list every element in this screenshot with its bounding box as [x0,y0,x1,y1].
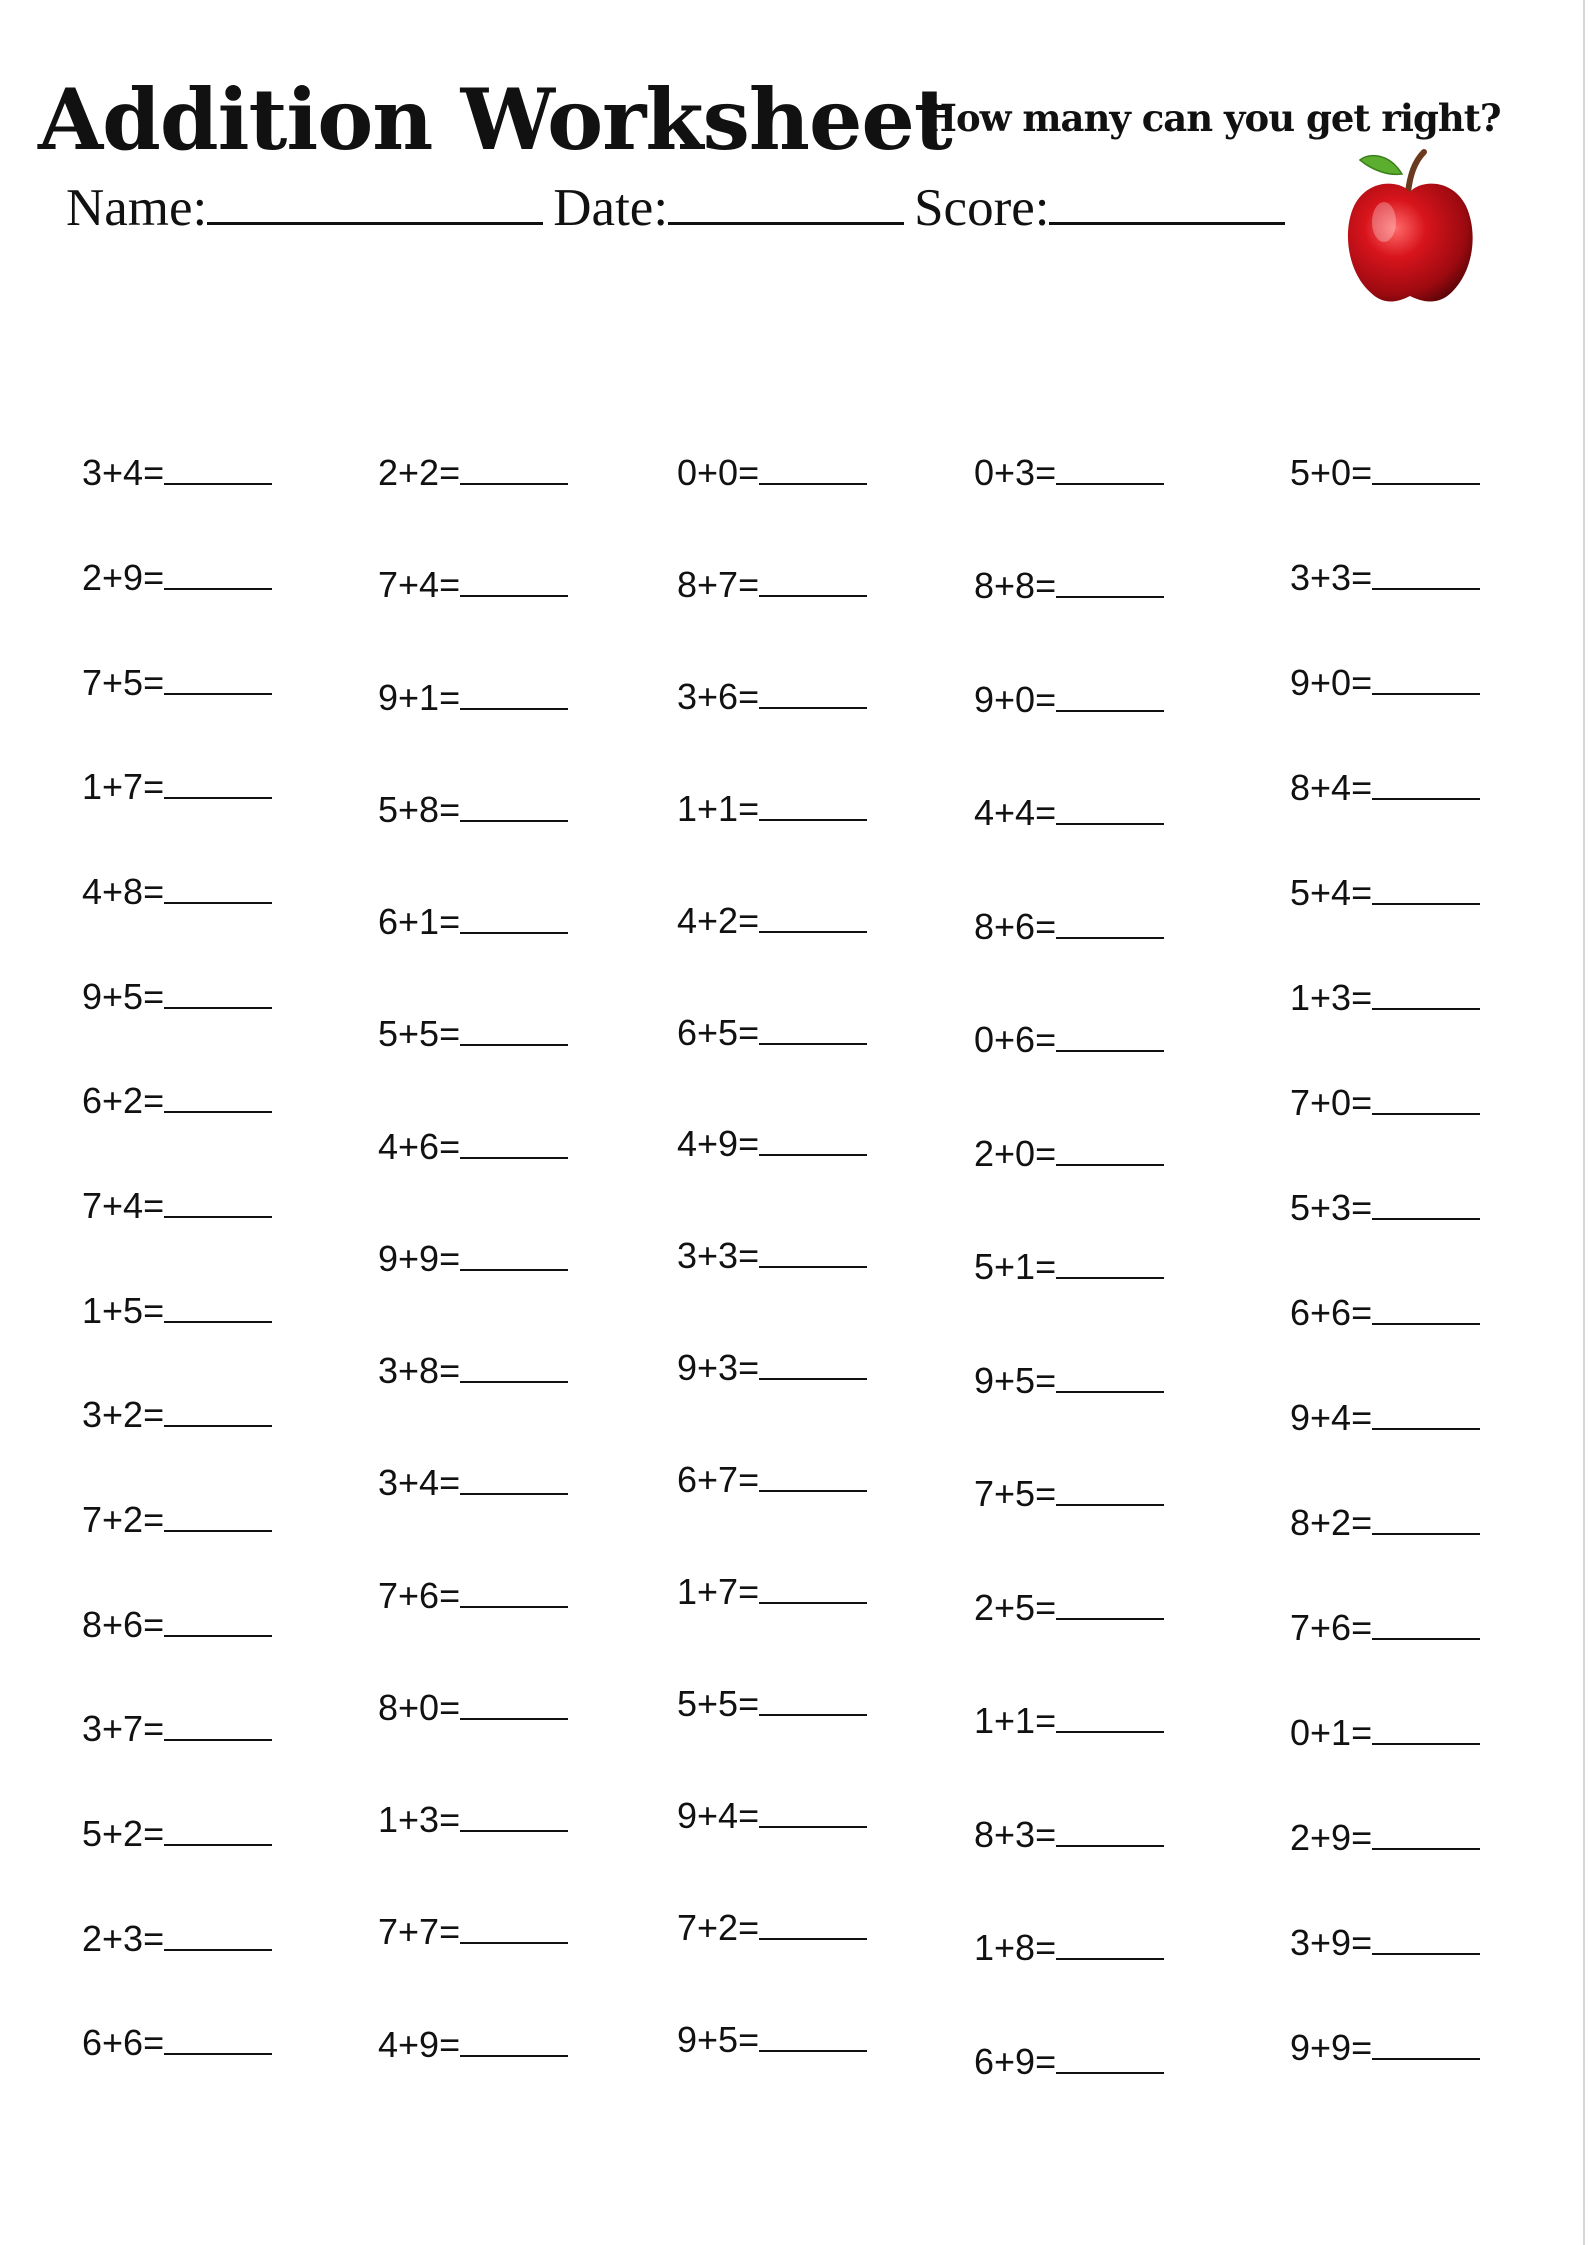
problem-text: 7+4= [82,1185,165,1226]
problem-text: 9+9= [1290,2027,1373,2068]
problem-item [82,1394,272,1436]
answer-blank[interactable] [1056,1701,1164,1733]
answer-blank[interactable] [759,565,867,597]
problem-text: 1+1= [974,1700,1057,1741]
problem-item [974,1246,1164,1288]
problem-item [82,1080,272,1122]
problem-item [677,452,867,494]
problem-item [378,1462,568,1504]
problem-text: 3+3= [1290,557,1373,598]
answer-blank[interactable] [1372,1188,1480,1220]
problem-item [677,1347,867,1389]
problem-item [378,1799,568,1841]
answer-blank[interactable] [1056,453,1164,485]
problem-item [1290,452,1480,494]
answer-blank[interactable] [1372,1818,1480,1850]
problem-item [1290,1712,1480,1754]
problem-item [378,789,568,831]
problem-item [974,1360,1164,1402]
problem-item [82,1813,272,1855]
problem-text: 5+1= [974,1246,1057,1287]
answer-blank[interactable] [759,1796,867,1828]
problem-column-1 [82,0,302,2245]
answer-blank[interactable] [759,453,867,485]
problem-item [378,1013,568,1055]
problem-text: 8+2= [1290,1502,1373,1543]
problem-item [974,1927,1164,1969]
problem-text: 1+8= [974,1927,1057,1968]
problem-text: 7+5= [82,662,165,703]
answer-blank[interactable] [1372,1293,1480,1325]
tagline: How many can you get right? [922,96,1501,140]
problem-item [1290,1922,1480,1964]
problem-text: 6+2= [82,1080,165,1121]
problem-item [378,901,568,943]
problem-text: 1+3= [378,1799,461,1840]
answer-blank[interactable] [1056,1815,1164,1847]
problem-item [974,1133,1164,1175]
answer-blank[interactable] [460,1014,568,1046]
answer-blank[interactable] [1372,1503,1480,1535]
problem-column-5 [1290,0,1510,2245]
problem-item [378,677,568,719]
problem-text: 1+3= [1290,977,1373,1018]
problem-text: 7+4= [378,564,461,605]
answer-blank[interactable] [460,1912,568,1944]
problem-column-2 [378,0,598,2245]
answer-blank[interactable] [1372,2028,1480,2060]
problem-item [82,1604,272,1646]
problem-item [1290,662,1480,704]
answer-blank[interactable] [759,1013,867,1045]
problem-text: 3+9= [1290,1922,1373,1963]
problem-text: 8+0= [378,1687,461,1728]
problem-item [82,2022,272,2064]
answer-blank[interactable] [1372,873,1480,905]
problem-text: 1+5= [82,1290,165,1331]
problem-text: 3+7= [82,1708,165,1749]
problem-text: 3+6= [677,676,760,717]
date-label: Date: [553,179,669,237]
problem-text: 6+6= [1290,1292,1373,1333]
answer-blank[interactable] [759,1124,867,1156]
answer-blank[interactable] [460,1688,568,1720]
problem-text: 8+6= [974,906,1057,947]
answer-blank[interactable] [1372,1713,1480,1745]
problem-item [677,2019,867,2061]
problem-column-3 [677,0,897,2245]
answer-blank[interactable] [1056,1588,1164,1620]
answer-blank[interactable] [759,1348,867,1380]
problem-item [378,2024,568,2066]
problem-item [82,557,272,599]
problem-item [974,792,1164,834]
problem-text: 4+8= [82,871,165,912]
problem-text: 0+0= [677,452,760,493]
problem-text: 1+1= [677,788,760,829]
answer-blank[interactable] [164,1291,272,1323]
answer-blank[interactable] [1056,793,1164,825]
problem-item [82,1918,272,1960]
problem-item [378,564,568,606]
problem-text: 0+6= [974,1019,1057,1060]
answer-blank[interactable] [1372,768,1480,800]
problem-text: 4+9= [677,1123,760,1164]
problem-item [677,900,867,942]
problem-item [974,452,1164,494]
problem-text: 7+6= [378,1575,461,1616]
problem-item [1290,1292,1480,1334]
answer-blank[interactable] [460,565,568,597]
problem-item [677,564,867,606]
problem-item [1290,977,1480,1019]
answer-blank[interactable] [460,790,568,822]
answer-blank[interactable] [759,1908,867,1940]
answer-blank[interactable] [1372,978,1480,1010]
answer-blank[interactable] [1056,566,1164,598]
answer-blank[interactable] [1372,558,1480,590]
problem-text: 8+7= [677,564,760,605]
problem-text: 1+7= [82,766,165,807]
problem-item [82,766,272,808]
answer-blank[interactable] [759,677,867,709]
page-edge [1583,0,1585,2245]
problem-text: 9+4= [677,1795,760,1836]
answer-blank[interactable] [460,1127,568,1159]
problem-text: 0+1= [1290,1712,1373,1753]
problem-item [677,1683,867,1725]
problem-item [974,565,1164,607]
problem-text: 9+3= [677,1347,760,1388]
problem-item [677,1459,867,1501]
answer-blank[interactable] [164,453,272,485]
problem-item [677,1012,867,1054]
problem-item [378,1126,568,1168]
problem-item [1290,2027,1480,2069]
problem-item [677,1123,867,1165]
score-label: Score: [914,179,1050,237]
answer-blank[interactable] [460,1463,568,1495]
problem-item [82,452,272,494]
answer-blank[interactable] [759,1684,867,1716]
problem-text: 6+5= [677,1012,760,1053]
answer-blank[interactable] [1056,1134,1164,1166]
problem-item [974,1587,1164,1629]
answer-blank[interactable] [759,1460,867,1492]
problem-text: 0+3= [974,452,1057,493]
answer-blank[interactable] [164,1500,272,1532]
problem-text: 3+4= [82,452,165,493]
problem-item [974,679,1164,721]
problem-item [974,1473,1164,1515]
problem-item [1290,1607,1480,1649]
answer-blank[interactable] [164,872,272,904]
problem-text: 3+8= [378,1350,461,1391]
problem-item [82,1185,272,1227]
problem-item [1290,767,1480,809]
answer-blank[interactable] [759,901,867,933]
problem-item [82,1290,272,1332]
name-label: Name: [66,179,208,237]
problem-item [1290,1082,1480,1124]
problem-text: 9+0= [1290,662,1373,703]
page-title: Addition Worksheet [38,70,952,169]
problem-text: 6+6= [82,2022,165,2063]
problem-text: 2+0= [974,1133,1057,1174]
answer-blank[interactable] [460,1800,568,1832]
problem-item [1290,1397,1480,1439]
problem-text: 7+6= [1290,1607,1373,1648]
problem-item [677,1235,867,1277]
answer-blank[interactable] [164,767,272,799]
problem-item [378,1911,568,1953]
problem-item [378,1238,568,1280]
problem-text: 8+3= [974,1814,1057,1855]
answer-blank[interactable] [164,1919,272,1951]
problem-item [1290,1187,1480,1229]
answer-blank[interactable] [164,558,272,590]
problem-item [974,1814,1164,1856]
problem-text: 2+9= [1290,1817,1373,1858]
problem-item [677,1795,867,1837]
problem-text: 1+7= [677,1571,760,1612]
problem-text: 9+5= [677,2019,760,2060]
answer-blank[interactable] [1372,1083,1480,1115]
answer-blank[interactable] [164,977,272,1009]
problem-text: 2+3= [82,1918,165,1959]
answer-blank[interactable] [164,663,272,695]
problem-item [974,2041,1164,2083]
problem-text: 5+5= [378,1013,461,1054]
answer-blank[interactable] [1056,1361,1164,1393]
problem-text: 5+4= [1290,872,1373,913]
answer-blank[interactable] [759,789,867,821]
problem-text: 3+4= [378,1462,461,1503]
answer-blank[interactable] [1372,1608,1480,1640]
answer-blank[interactable] [759,1572,867,1604]
problem-text: 9+1= [378,677,461,718]
problem-text: 5+2= [82,1813,165,1854]
answer-blank[interactable] [759,2020,867,2052]
problem-item [82,976,272,1018]
answer-blank[interactable] [1056,2042,1164,2074]
problem-text: 4+4= [974,792,1057,833]
answer-blank[interactable] [164,1814,272,1846]
answer-blank[interactable] [1056,1247,1164,1279]
answer-blank[interactable] [460,1576,568,1608]
problem-text: 4+2= [677,900,760,941]
answer-blank[interactable] [164,1395,272,1427]
problem-item [82,662,272,704]
answer-blank[interactable] [460,678,568,710]
problem-text: 7+5= [974,1473,1057,1514]
answer-blank[interactable] [1056,907,1164,939]
problem-text: 7+7= [378,1911,461,1952]
problem-text: 9+9= [378,1238,461,1279]
answer-blank[interactable] [1056,1020,1164,1052]
problem-text: 4+6= [378,1126,461,1167]
problem-text: 5+0= [1290,452,1373,493]
problem-text: 5+5= [677,1683,760,1724]
problem-item [677,1571,867,1613]
answer-blank[interactable] [460,902,568,934]
answer-blank[interactable] [164,1186,272,1218]
problem-text: 2+2= [378,452,461,493]
problem-item [82,1708,272,1750]
answer-blank[interactable] [460,453,568,485]
problem-item [378,1687,568,1729]
problem-text: 5+3= [1290,1187,1373,1228]
answer-blank[interactable] [1056,680,1164,712]
problem-text: 6+1= [378,901,461,942]
problem-text: 9+0= [974,679,1057,720]
problem-item [1290,1502,1480,1544]
answer-blank[interactable] [1372,663,1480,695]
problem-text: 8+8= [974,565,1057,606]
answer-blank[interactable] [759,1236,867,1268]
problem-item [1290,1817,1480,1859]
problem-text: 7+0= [1290,1082,1373,1123]
answer-blank[interactable] [1372,1398,1480,1430]
answer-blank[interactable] [460,1239,568,1271]
problem-text: 7+2= [82,1499,165,1540]
problem-text: 5+8= [378,789,461,830]
problem-item [974,1700,1164,1742]
answer-blank[interactable] [1056,1474,1164,1506]
problem-text: 4+9= [378,2024,461,2065]
problem-item [378,1350,568,1392]
problem-item [1290,557,1480,599]
problem-text: 2+9= [82,557,165,598]
problem-text: 9+5= [82,976,165,1017]
problem-text: 3+2= [82,1394,165,1435]
problem-text: 6+7= [677,1459,760,1500]
problem-text: 9+5= [974,1360,1057,1401]
answer-blank[interactable] [164,1081,272,1113]
problem-item [677,1907,867,1949]
problem-item [974,1019,1164,1061]
problem-item [677,676,867,718]
problem-text: 6+9= [974,2041,1057,2082]
problem-item [677,788,867,830]
answer-blank[interactable] [460,2025,568,2057]
problem-item [378,1575,568,1617]
answer-blank[interactable] [164,1605,272,1637]
answer-blank[interactable] [1056,1928,1164,1960]
problem-text: 2+5= [974,1587,1057,1628]
problem-text: 8+4= [1290,767,1373,808]
problem-item [974,906,1164,948]
answer-blank[interactable] [1372,453,1480,485]
problem-text: 3+3= [677,1235,760,1276]
problem-column-4 [974,0,1194,2245]
problem-item [1290,872,1480,914]
answer-blank[interactable] [460,1351,568,1383]
problem-text: 7+2= [677,1907,760,1948]
answer-blank[interactable] [1372,1923,1480,1955]
answer-blank[interactable] [164,2023,272,2055]
problem-item [82,871,272,913]
problem-item [378,452,568,494]
answer-blank[interactable] [164,1709,272,1741]
problem-item [82,1499,272,1541]
problem-text: 9+4= [1290,1397,1373,1438]
problem-text: 8+6= [82,1604,165,1645]
